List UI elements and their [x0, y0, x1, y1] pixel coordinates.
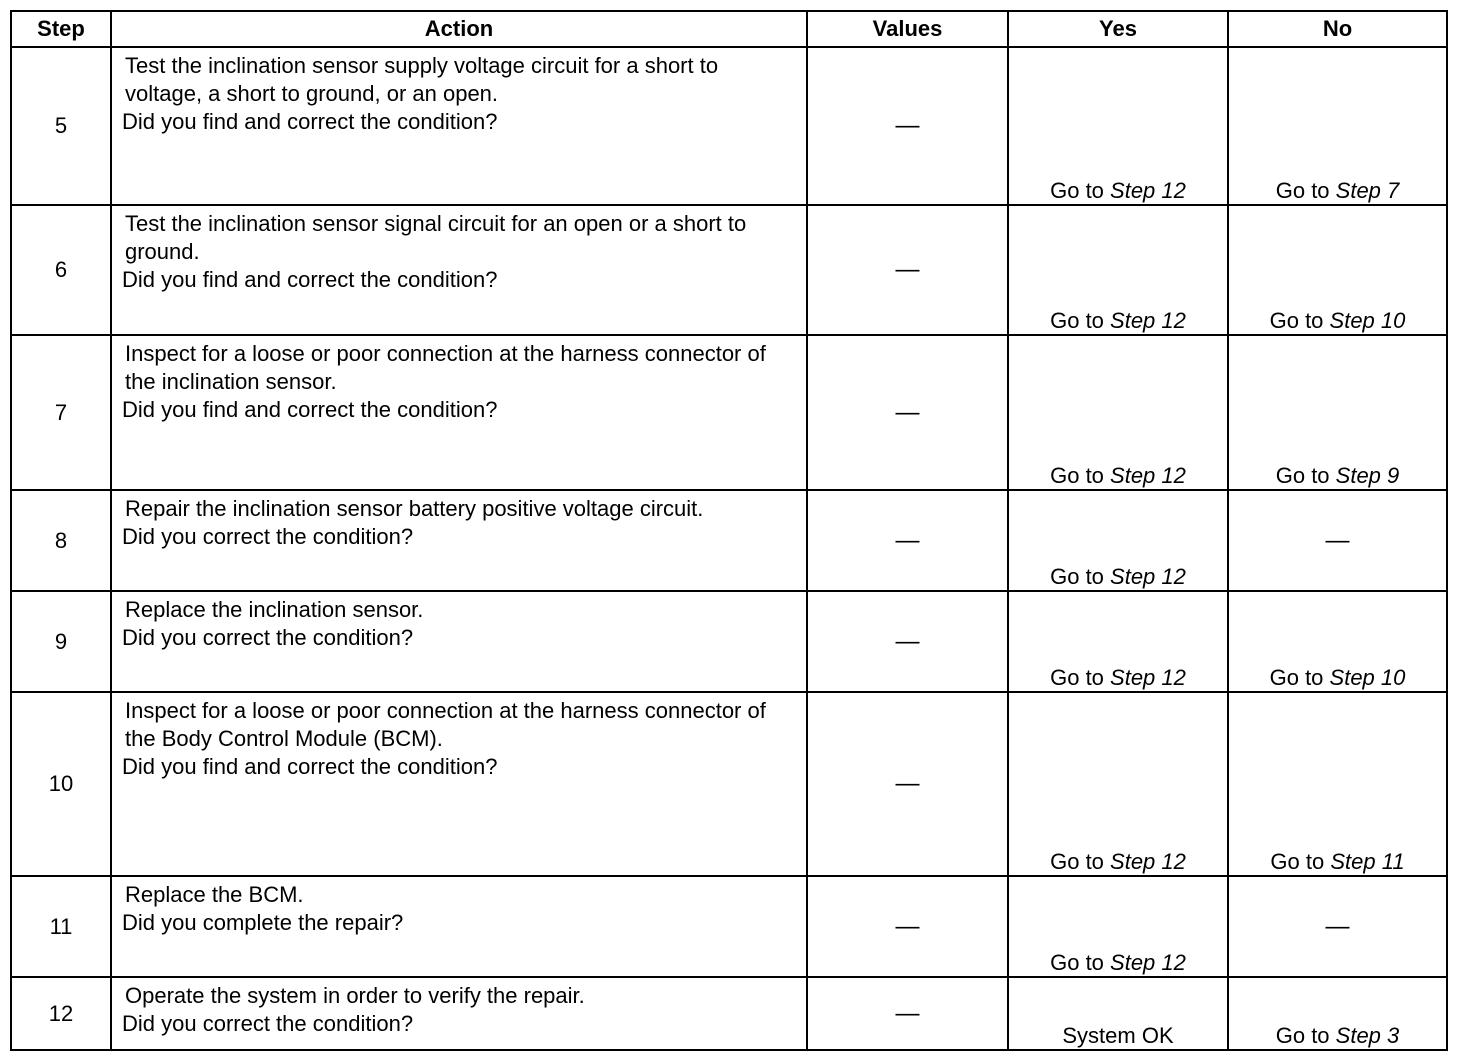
yes-cell [1008, 205, 1228, 335]
action-question: Did you correct the condition? [122, 524, 414, 549]
action-instruction: Test the inclination sensor signal circuit for an open or a short to ground. [125, 211, 747, 264]
table-row [11, 977, 1447, 1050]
step-number: 12 [11, 977, 111, 1050]
action-question: Did you find and correct the condition? [122, 109, 498, 134]
header-step: Step [11, 11, 111, 47]
yes-prefix: Go to [1050, 849, 1111, 874]
no-step-link[interactable]: Step 7 [1335, 178, 1400, 203]
step-number: 11 [11, 876, 111, 977]
action-instruction: Test the inclination sensor supply voltage circuit for a short to voltage, a short to ground, or an open. [125, 53, 719, 106]
step-number: 9 [11, 591, 111, 692]
action-instruction: Repair the inclination sensor battery positive voltage circuit. [125, 496, 704, 521]
yes-prefix: Go to [1050, 564, 1111, 589]
action-instruction: Operate the system in order to verify the repair. [125, 983, 585, 1008]
no-prefix: Go to [1269, 308, 1330, 333]
yes-system-ok: System OK [1062, 1023, 1174, 1048]
table-row [11, 205, 1447, 335]
yes-step-link[interactable]: Step 12 [1110, 564, 1186, 589]
action-instruction: Inspect for a loose or poor connection at the harness connector of the Body Control Module (BCM). [125, 698, 766, 751]
action-instruction: Inspect for a loose or poor connection at the harness connector of the inclination sensor. [125, 341, 766, 394]
action-cell [111, 335, 807, 490]
header-yes: Yes [1008, 11, 1228, 47]
action-cell [111, 47, 807, 205]
yes-step-link[interactable]: Step 12 [1110, 463, 1186, 488]
no-prefix: Go to [1275, 178, 1336, 203]
table-row [11, 591, 1447, 692]
action-cell [111, 490, 807, 591]
action-question: Did you find and correct the condition? [122, 754, 498, 779]
table-row [11, 876, 1447, 977]
diagnostic-table [10, 10, 1448, 1051]
no-prefix: Go to [1270, 849, 1331, 874]
values-cell: — [807, 490, 1008, 591]
action-cell [111, 876, 807, 977]
header-row [11, 11, 1447, 47]
yes-cell [1008, 335, 1228, 490]
yes-step-link[interactable]: Step 12 [1110, 665, 1186, 690]
action-instruction: Replace the BCM. [125, 882, 304, 907]
action-instruction: Replace the inclination sensor. [125, 597, 424, 622]
yes-prefix: Go to [1050, 178, 1111, 203]
yes-prefix: Go to [1050, 308, 1111, 333]
yes-step-link[interactable]: Step 12 [1110, 308, 1186, 333]
no-step-link[interactable]: Step 10 [1329, 308, 1406, 333]
yes-step-link[interactable]: Step 12 [1110, 849, 1186, 874]
step-number: 6 [11, 205, 111, 335]
no-cell [1228, 205, 1447, 335]
values-cell: — [807, 876, 1008, 977]
values-cell: — [807, 47, 1008, 205]
table-row [11, 490, 1447, 591]
values-cell: — [807, 692, 1008, 876]
yes-cell [1008, 977, 1228, 1050]
no-cell [1228, 591, 1447, 692]
values-cell: — [807, 205, 1008, 335]
action-question: Did you find and correct the condition? [122, 397, 498, 422]
yes-prefix: Go to [1050, 665, 1111, 690]
yes-cell [1008, 47, 1228, 205]
action-question: Did you correct the condition? [122, 625, 414, 650]
yes-cell [1008, 876, 1228, 977]
values-cell: — [807, 335, 1008, 490]
no-cell: — [1228, 490, 1447, 591]
step-number: 8 [11, 490, 111, 591]
yes-cell [1008, 490, 1228, 591]
yes-prefix: Go to [1050, 463, 1111, 488]
no-cell: — [1228, 876, 1447, 977]
action-cell [111, 692, 807, 876]
yes-step-link[interactable]: Step 12 [1110, 178, 1186, 203]
yes-cell [1008, 692, 1228, 876]
table-row [11, 692, 1447, 876]
action-cell [111, 205, 807, 335]
no-prefix: Go to [1275, 463, 1336, 488]
header-values: Values [807, 11, 1008, 47]
table-row [11, 335, 1447, 490]
no-prefix: Go to [1275, 1023, 1336, 1048]
header-no: No [1228, 11, 1447, 47]
values-cell: — [807, 977, 1008, 1050]
action-question: Did you correct the condition? [122, 1011, 414, 1036]
no-cell [1228, 977, 1447, 1050]
yes-step-link[interactable]: Step 12 [1110, 950, 1186, 975]
no-step-link[interactable]: Step 9 [1335, 463, 1400, 488]
action-cell [111, 591, 807, 692]
action-cell [111, 977, 807, 1050]
no-cell [1228, 692, 1447, 876]
no-step-link[interactable]: Step 3 [1335, 1023, 1400, 1048]
step-number: 10 [11, 692, 111, 876]
header-action: Action [111, 11, 807, 47]
no-cell [1228, 47, 1447, 205]
action-question: Did you find and correct the condition? [122, 267, 498, 292]
step-number: 5 [11, 47, 111, 205]
no-prefix: Go to [1269, 665, 1330, 690]
no-step-link[interactable]: Step 11 [1330, 849, 1405, 874]
action-question: Did you complete the repair? [122, 910, 404, 935]
yes-prefix: Go to [1050, 950, 1111, 975]
step-number: 7 [11, 335, 111, 490]
table-row [11, 47, 1447, 205]
no-step-link[interactable]: Step 10 [1329, 665, 1406, 690]
yes-cell [1008, 591, 1228, 692]
values-cell: — [807, 591, 1008, 692]
no-cell [1228, 335, 1447, 490]
